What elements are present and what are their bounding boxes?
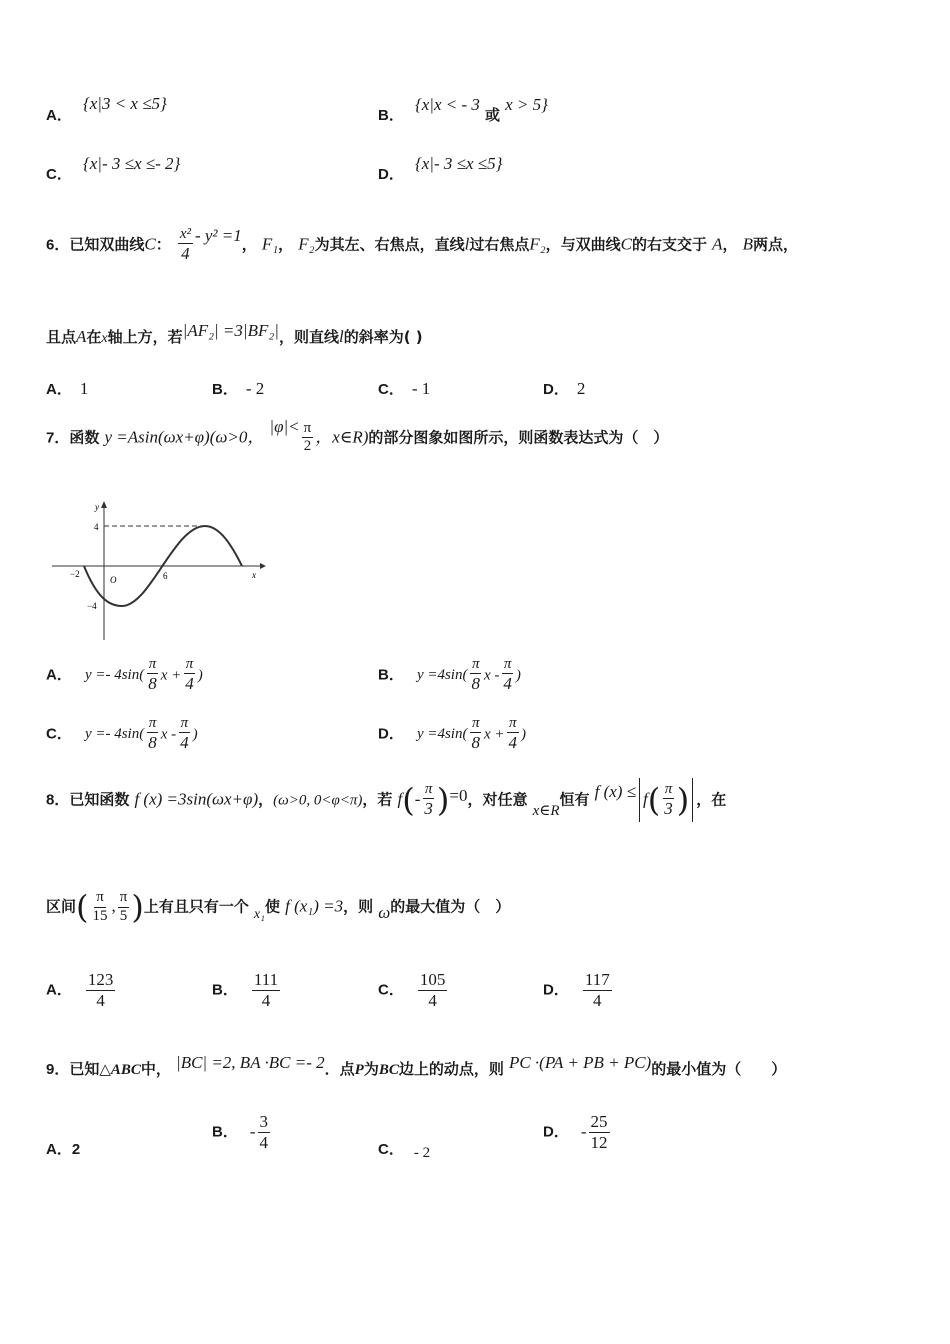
x-axis-arrow [260,563,266,569]
q7-option-a [46,656,203,694]
y-axis-label: y [95,502,99,512]
option-label: A． [46,107,72,124]
option-expr: x - [483,667,500,684]
fraction [501,656,514,694]
option-value: 1 [79,379,89,398]
option-label: D． [543,1123,569,1141]
q6-option-b [212,378,264,399]
math-omega: ω [378,902,391,922]
left-paren: ( [402,781,415,819]
fraction-x2-over-4 [178,226,193,264]
question-number: 7． [46,429,70,447]
numerator: 123 [87,970,114,989]
q6-text: 已知双曲线 [69,235,145,254]
numerator: π [470,715,482,733]
fraction [469,656,482,694]
option-expr: ) [515,667,521,684]
domain-expr: ，x∈R) [315,427,369,447]
option-label: C． [378,981,404,999]
numerator: π [502,656,514,674]
numerator: π [507,715,519,733]
right-paren: ) [676,781,690,819]
numerator: π [94,889,106,907]
equals-zero: =0 [449,785,468,805]
math-f2: F₂ [298,234,315,254]
math-abc: ABC [110,1062,141,1078]
math-a: A [76,327,87,346]
numerator: π [423,781,435,799]
denominator: 4 [261,990,271,1010]
numerator: π [663,781,675,799]
fraction-pi-over-3 [422,781,435,819]
numerator: 25 [590,1112,608,1131]
denominator: 8 [471,674,480,694]
q7-option-c [46,715,198,753]
denominator: 8 [148,674,157,694]
numerator: π [470,656,482,674]
q6-text: 两点， [752,235,798,254]
q6-line-2 [46,321,423,347]
option-label: C． [378,1141,404,1158]
equation-part: - y² =1 [194,226,242,246]
q9-option-d [543,1112,612,1152]
option-label: B． [378,666,404,684]
q9-text: ．点 [324,1060,355,1078]
abs-bar-left [639,778,640,822]
tick-6: 6 [163,571,168,581]
phi-cond: |φ|< [269,417,300,437]
option-value: {x|x < - 3 [414,95,480,114]
denominator: 4 [428,990,437,1010]
numerator: 117 [584,970,610,989]
tick-minus-4: −4 [87,601,97,611]
fraction [146,715,159,753]
q6-text: 的斜率为( ) [343,328,423,346]
option-value-2: x > 5} [505,95,548,114]
question-number: 9． [46,1061,70,1078]
denominator: 4 [503,674,512,694]
right-paren: ) [436,781,450,819]
q9-text: 的最小值为（ ） [651,1060,787,1078]
q5-option-a [46,94,167,125]
fraction-pi-over-2 [302,420,314,456]
option-label: A． [46,981,72,999]
left-paren: ( [647,781,661,819]
math-f: f [643,789,648,809]
option-label: C． [46,166,72,183]
q8-text: 的最大值为（ ） [390,897,511,916]
math-f: f [397,789,403,809]
fraction [589,1112,610,1152]
option-label: A． [46,1141,72,1158]
option-label: A． [46,381,72,398]
sine-graph [52,498,267,643]
numerator: 3 [259,1112,269,1131]
fraction [183,656,196,694]
fx1-eq-3: f (x₁) =3 [285,896,344,916]
tick-4: 4 [94,522,99,532]
fraction [258,1112,271,1152]
fraction [146,656,159,694]
q6-line-1 [46,226,798,264]
q8-text: ，在 [696,790,727,809]
q9-option-c [378,1138,430,1159]
q8-option-a [46,970,117,1010]
fraction-pi-over-5 [118,889,130,925]
numerator: π [118,889,130,907]
option-label: C． [378,381,404,398]
option-expr: x + [483,726,505,743]
option-expr: ) [197,667,203,684]
x-axis-label: x [252,570,256,580]
option-expr: ) [521,726,526,743]
option-label: A． [46,666,72,684]
q8-text: 已知函数 [69,790,130,809]
minus-sign: - [580,1121,587,1141]
option-label: D． [378,166,404,183]
option-value: - 2 [413,1145,431,1161]
function-def: f (x) =3sin(ωx+φ) [134,789,259,809]
option-label: D． [378,725,404,743]
fraction [178,715,191,753]
denominator: 3 [424,799,433,819]
y-axis-arrow [101,501,107,508]
option-value: {x|- 3 ≤x ≤- 2} [82,154,181,173]
right-paren: ) [131,888,144,926]
math-l: l [464,234,470,254]
denominator: 15 [92,907,108,924]
q6-text: 过右焦点 [469,235,530,254]
q8-text: ，若 [362,790,393,809]
option-expr: y =- 4sin( [84,667,145,684]
minus-sign: - [249,1121,256,1141]
option-label: B． [212,981,238,999]
omega-phi-cond: (ω>0, 0<φ<π) [273,792,363,809]
q8-text: 区间 [46,897,77,916]
numerator: 105 [419,970,446,989]
q6-option-d [543,378,585,399]
q8-text: 使 [265,897,281,916]
condition-af2-bf2: |AF₂| =3|BF₂| [182,321,279,340]
math-c: C [620,234,632,254]
denominator: 2 [303,438,312,455]
q8-option-b [212,970,282,1010]
option-value: 2 [576,379,586,398]
or-text: 或 [484,106,500,124]
q7-option-d [378,715,526,753]
q8-option-d [543,970,614,1010]
fraction-pi-over-15 [91,889,110,925]
numerator: π [179,715,191,733]
q8-text: 上有且只有一个 [143,897,249,916]
q6-text: 的右支交于 [631,235,707,254]
option-expr: y =4sin( [416,726,468,743]
q6-text: 且点 [46,328,77,346]
fraction [507,715,520,753]
math-a: A [712,234,723,254]
denominator: 4 [96,990,105,1010]
denominator: 8 [148,733,157,753]
q9-text: 中， [140,1060,171,1078]
q9-option-b [212,1112,272,1152]
q7-text: 的部分图象如图所示，则函数表达式为（ ） [368,428,669,447]
q6-text: ， [278,235,294,254]
fraction [86,970,116,1010]
option-label: D． [543,381,569,398]
origin-label: O [110,575,117,585]
q6-text: ， [722,235,738,254]
q8-option-c [378,970,449,1010]
math-x: x [101,331,108,346]
q6-text: 在 [86,328,102,346]
q6-option-a [46,378,88,399]
q7-stem [46,417,669,456]
fraction [469,715,482,753]
option-value: {x|- 3 ≤x ≤5} [414,154,503,173]
option-expr: x + [160,667,182,684]
q7-option-b [378,656,521,694]
option-label: B． [378,107,404,124]
q6-option-c [378,378,430,399]
denominator: 3 [664,799,673,819]
condition-bc: |BC| =2, BA ·BC =- 2 [176,1053,325,1072]
math-x1: x₁ [253,906,266,922]
math-f1: F₁ [261,234,279,254]
option-label: B． [212,381,238,398]
math-f2: F₂ [529,234,546,254]
q6-text: ， [241,235,257,254]
function-expr: y =Asin(ωx+φ)(ω>0， [104,427,265,447]
q8-text: ， [258,790,274,809]
tick-minus-2: −2 [70,569,80,579]
math-p: P [354,1062,364,1078]
option-label: C． [46,725,72,743]
option-expr: y =- 4sin( [84,726,145,743]
denominator: 12 [590,1132,608,1152]
q8-text: 恒有 [559,790,590,809]
dot-product-expr: PC ·(PA + PB + PC) [508,1053,652,1072]
fraction-pi-over-3 [662,781,675,819]
q5-option-c [46,154,181,184]
fx-leq: f (x) ≤ [594,781,637,801]
q6-text: 轴上方，若 [107,328,183,346]
option-expr: y =4sin( [416,667,468,684]
q8-text: ，则 [343,897,374,916]
q9-text: 已知△ [69,1060,111,1078]
q9-stem [46,1053,787,1079]
option-label: D． [543,981,569,999]
math-bc: BC [378,1062,399,1078]
numerator: x² [178,226,193,244]
q7-text: 函数 [69,428,100,447]
option-value: - 1 [411,379,431,398]
option-expr: ) [192,726,198,743]
fraction [583,970,612,1010]
q9-text: 为 [363,1060,379,1078]
abs-bar-right [692,778,693,822]
q8-text: ，对任意 [467,790,528,809]
denominator: 4 [593,990,602,1010]
q6-text: ，与双曲线 [545,235,621,254]
q9-option-a [46,1138,80,1159]
q8-line-2 [46,888,510,926]
fraction [418,970,448,1010]
minus-sign: - [414,789,421,809]
denominator: 4 [180,733,189,753]
question-number: 6． [46,236,70,254]
numerator: π [147,715,159,733]
denominator: 4 [259,1132,269,1152]
x-in-r: x∈R [532,802,560,819]
q6-text: ，则直线 [278,328,339,346]
q5-option-d [378,154,503,184]
option-value: - 2 [245,379,265,398]
math-c: C [144,234,156,254]
math-l: l [338,327,344,346]
math-b: B [742,234,753,254]
option-value: 2 [71,1141,81,1158]
denominator: 8 [471,733,480,753]
numerator: π [302,420,314,438]
q6-text: ： [155,235,171,254]
q8-line-1 [46,778,726,822]
left-paren: ( [76,888,89,926]
option-value: {x|3 < x ≤5} [82,94,167,113]
fraction [252,970,280,1010]
numerator: 111 [253,970,279,989]
option-label: B． [212,1123,238,1141]
option-expr: x - [160,726,177,743]
denominator: 4 [508,733,517,753]
question-number: 8． [46,791,70,809]
numerator: π [147,656,159,674]
q5-option-b [378,95,548,125]
q6-text: 为其左、右焦点，直线 [314,235,465,254]
q9-text: 边上的动点，则 [398,1060,504,1078]
numerator: π [184,656,196,674]
denominator: 4 [185,674,194,694]
denominator: 5 [119,907,128,924]
denominator: 4 [181,244,190,264]
comma: , [111,896,116,916]
